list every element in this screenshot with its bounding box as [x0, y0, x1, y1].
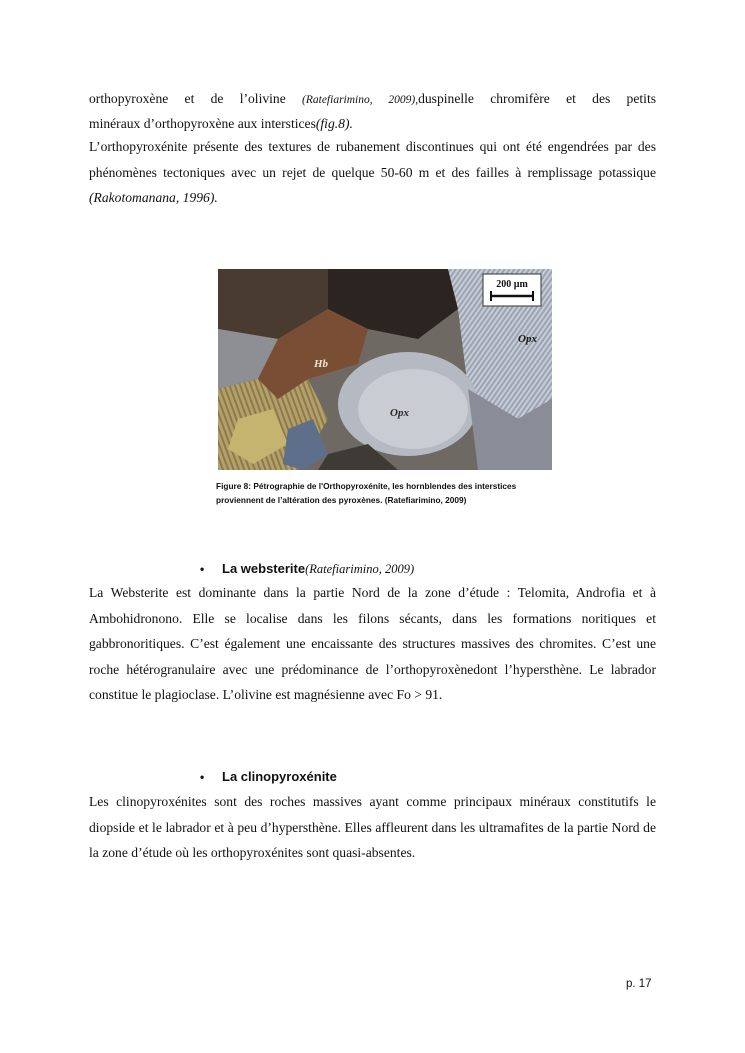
- bullet-icon: •: [200, 770, 205, 784]
- caption-line: proviennent de l’altération des pyroxènes. (Ratefiarimino, 2009): [216, 494, 467, 505]
- micrograph-figure: [218, 269, 552, 470]
- orthopyroxenite-paragraph: [89, 134, 656, 211]
- citation: (Ratefiarimino, 2009),: [302, 94, 419, 106]
- label-hb: Hb: [314, 358, 329, 370]
- citation: (Ratefiarimino, 2009): [305, 562, 415, 576]
- page-number: p. 17: [626, 978, 652, 990]
- label-opx-top: Opx: [518, 333, 537, 345]
- websterite-paragraph: La Websterite est dominante dans la partie Nord de la zone d’étude : Telomita, Androfia et à Ambohidronono. Elle se localise dans les filons sécants, dans les formations noritiques et gabbronoritiques. C’est également une encaissante des structures massives des chromites. C’est une roche hétérogranulaire avec une prédominance de l’orthopyroxènedont l’hypersthène. Le labrador constitue le plagioclase. L’olivine est magnésienne avec Fo > 91.: [89, 585, 656, 702]
- intro-text: orthopyroxène et de l’olivine: [89, 91, 303, 106]
- intro-line-1: [89, 86, 656, 114]
- citation: (Rakotomanana, 1996).: [89, 190, 218, 205]
- section-heading-websterite: [200, 561, 414, 577]
- intro-text: duspinelle chromifère et des petits: [418, 91, 657, 106]
- section-title: La websterite: [222, 561, 306, 576]
- intro-text: minéraux d’orthopyroxène aux interstices: [89, 116, 316, 131]
- paragraph-text: L’orthopyroxénite présente des textures de rubanement discontinues qui ont été engendrées par des phénomènes tectoniques avec un rejet de quelque 50-60 m et des failles à remplissage potassique: [89, 139, 656, 180]
- section-title: La clinopyroxénite: [222, 769, 337, 784]
- scale-bar-label: 200 µm: [496, 279, 528, 290]
- section-heading-clinopyroxenite: [200, 769, 337, 784]
- micrograph-image: [218, 269, 552, 470]
- figure-reference: (fig.8).: [315, 116, 353, 131]
- figure-caption: [216, 480, 596, 507]
- caption-line: Figure 8: Pétrographie de l'Orthopyroxénite, les hornblendes des interstices: [216, 481, 517, 491]
- clinopyroxenite-paragraph: Les clinopyroxénites sont des roches massives ayant comme principaux minéraux constitutifs le diopside et le labrador et à peu d’hypersthène. Elles affleurent dans les ultramafites de la partie Nord de la zone d’étude où les orthopyroxénites sont quasi-absentes.: [89, 794, 656, 860]
- intro-line-2: [89, 111, 656, 137]
- label-opx-center: Opx: [390, 407, 409, 419]
- bullet-icon: •: [200, 562, 205, 576]
